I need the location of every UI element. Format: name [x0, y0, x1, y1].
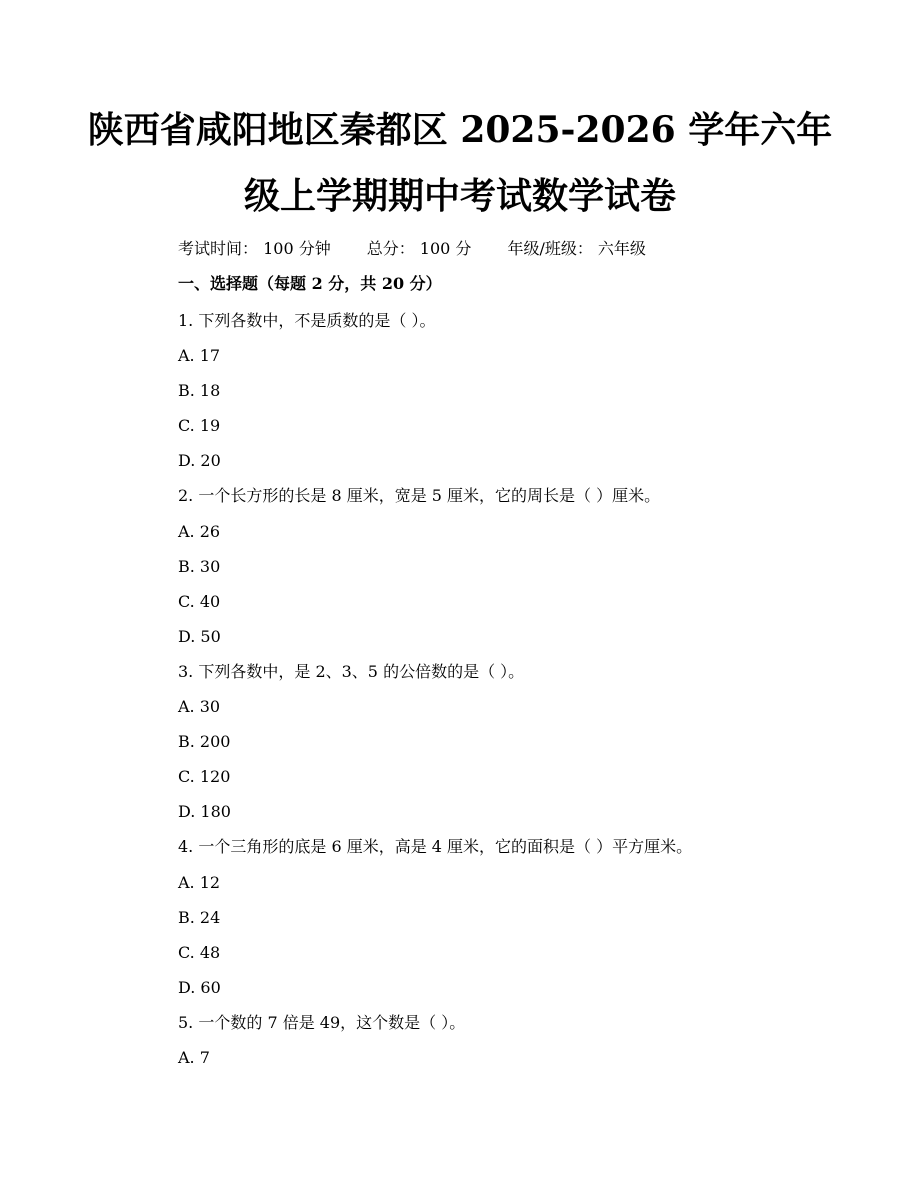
answer-option: C. 48	[178, 942, 221, 962]
answer-option: D. 180	[178, 802, 231, 822]
question-stem: 4. 一个三角形的底是 6 厘米，高是 4 厘米，它的面积是（ ）平方厘米。	[178, 837, 693, 857]
answer-option: C. 19	[178, 416, 221, 436]
exam-title-line-2: 级上学期期中考试数学试卷	[243, 175, 676, 217]
answer-option: B. 200	[178, 732, 231, 752]
answer-option: C. 40	[178, 591, 221, 611]
exam-title-line-1: 陕西省咸阳地区秦都区 2025-2026 学年六年	[87, 109, 833, 151]
answer-option: D. 50	[178, 626, 221, 646]
answer-option: A. 17	[178, 346, 221, 366]
section-heading: 一、选择题（每题 2 分，共 20 分）	[178, 274, 442, 293]
answer-option: A. 12	[178, 872, 221, 892]
answer-option: B. 24	[178, 907, 221, 927]
answer-option: D. 60	[178, 977, 221, 997]
answer-option: A. 7	[178, 1047, 210, 1067]
exam-meta	[178, 238, 646, 260]
answer-option: A. 30	[178, 697, 221, 717]
exam-time: 考试时间： 100 分钟	[178, 239, 331, 258]
answer-option: A. 26	[178, 521, 221, 541]
question-stem: 5. 一个数的 7 倍是 49，这个数是（ ）。	[178, 1012, 466, 1032]
question-stem: 3. 下列各数中，是 2、3、5 的公倍数的是（ ）。	[178, 661, 525, 681]
question-stem: 1. 下列各数中，不是质数的是（ ）。	[178, 311, 436, 330]
exam-grade: 年级/班级： 六年级	[507, 239, 646, 258]
exam-total-score: 总分： 100 分	[366, 239, 472, 258]
answer-option: B. 30	[178, 556, 221, 576]
question-list	[178, 308, 878, 1080]
question-stem: 2. 一个长方形的长是 8 厘米，宽是 5 厘米，它的周长是（ ）厘米。	[178, 486, 661, 506]
answer-option: B. 18	[178, 381, 221, 401]
answer-option: D. 20	[178, 451, 221, 471]
answer-option: C. 120	[178, 767, 231, 787]
